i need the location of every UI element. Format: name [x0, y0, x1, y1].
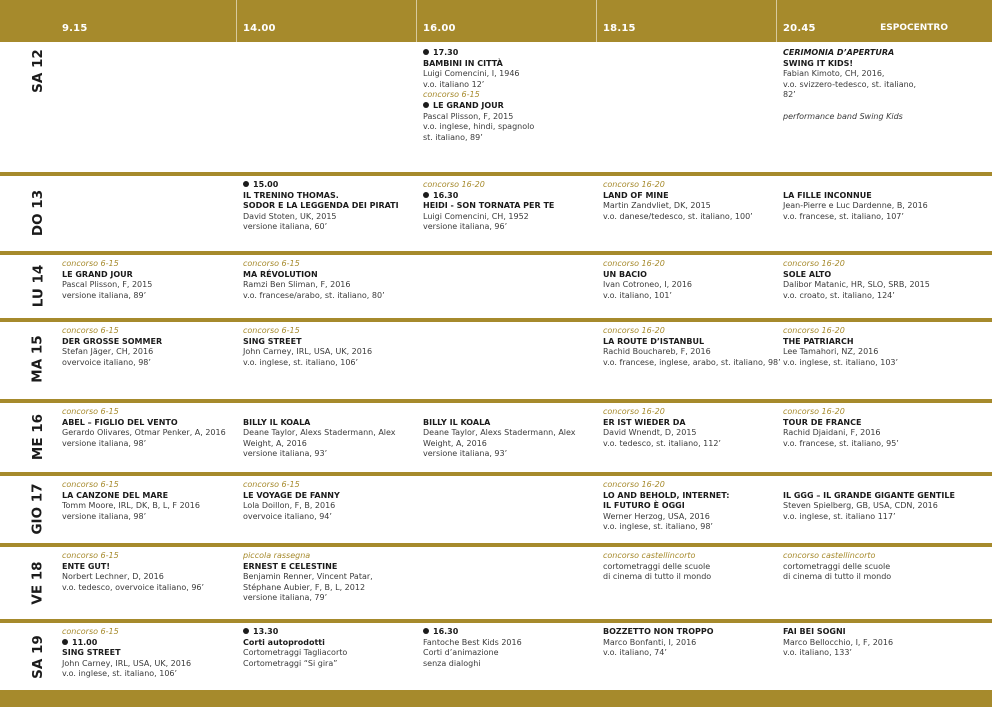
film-info: versione italiana, 89’: [62, 290, 147, 300]
film-info: Benjamin Renner, Vincent Patar,: [243, 572, 373, 582]
film-title: MA RÉVOLUTION: [243, 269, 318, 279]
header-divider: [596, 0, 597, 42]
spacer-line: [783, 480, 959, 491]
film-info: v.o. italiano 12’: [423, 79, 485, 89]
category-label: concorso 16-20: [603, 407, 665, 416]
film-info: Fabian Kimoto, CH, 2016,: [783, 69, 885, 79]
header-divider: [236, 0, 237, 42]
screening-cell: [243, 259, 419, 301]
performance-note: performance band Swing Kids: [783, 111, 903, 121]
screening-cell: [603, 480, 779, 533]
row-divider: [0, 251, 992, 255]
film-info: versione italiana, 96’: [423, 222, 508, 232]
film-title: LE GRAND JOUR: [62, 269, 133, 279]
film-title: Corti autoprodotti: [243, 637, 325, 647]
film-info: versione italiana, 93’: [423, 449, 508, 459]
screening-time: 11.00: [72, 637, 98, 647]
film-info: cortometraggi delle scuole: [603, 561, 711, 571]
film-title: UN BACIO: [603, 269, 647, 279]
screening-cell: [423, 180, 599, 233]
category-label: concorso 6-15: [243, 259, 300, 268]
screening-cell: [62, 326, 238, 368]
film-title: BOZZETTO NON TROPPO: [603, 627, 714, 636]
film-info: v.o. francese, st. italiano, 107’: [783, 211, 904, 221]
category-label: concorso 6-15: [243, 326, 300, 335]
film-info: Rachid Bouchareb, F, 2016: [603, 347, 711, 357]
bullet-icon: [423, 628, 429, 634]
film-title: ERNEST E CELESTINE: [243, 561, 338, 571]
film-info: Cortometraggi Tagliacorto: [243, 648, 348, 658]
film-info: v.o. italiano, 133’: [783, 648, 852, 658]
film-info: v.o. francese/arabo, st. italiano, 80’: [243, 290, 385, 300]
film-info: John Carney, IRL, USA, UK, 2016: [243, 347, 373, 357]
film-info: versione italiana, 98’: [62, 511, 147, 521]
header-divider: [416, 0, 417, 42]
category-label: concorso 6-15: [62, 480, 119, 489]
film-info: senza dialoghi: [423, 658, 481, 668]
category-label: concorso 16-20: [783, 326, 845, 335]
spacer-line: [423, 407, 599, 418]
day-label: [28, 548, 48, 617]
day-label-text: VE 18: [30, 560, 47, 605]
screening-cell: [783, 407, 959, 449]
film-title: SOLE ALTO: [783, 269, 832, 279]
spacer-line: [783, 101, 959, 112]
film-info: v.o. italiano, 74’: [603, 648, 667, 658]
film-info: overvoice italiano, 94’: [243, 511, 332, 521]
screening-cell: [243, 326, 419, 368]
screening-time-line: [243, 627, 419, 638]
category-label: concorso 6-15: [62, 407, 119, 416]
film-info: Weight, A, 2016: [243, 438, 307, 448]
screening-cell: [783, 48, 959, 122]
time-header-1600: 16.00: [423, 23, 456, 34]
film-title: ABEL – FIGLIO DEL VENTO: [62, 417, 178, 427]
row-divider: [0, 318, 992, 322]
film-title: LO AND BEHOLD, INTERNET:: [603, 490, 730, 500]
film-title: HEIDI - SON TORNATA PER TE: [423, 201, 555, 211]
category-label: concorso 16-20: [783, 407, 845, 416]
film-title: IL TRENINO THOMAS.: [243, 190, 339, 200]
film-info: v.o. inglese, st. italiano, 98’: [603, 522, 713, 532]
schedule-header: [0, 0, 992, 42]
venue-label: ESPOCENTRO: [880, 23, 948, 33]
screening-time-line: [243, 180, 419, 191]
screening-cell: [603, 407, 779, 449]
film-info: Pascal Plisson, F, 2015: [423, 111, 514, 121]
day-label: [28, 624, 48, 690]
day-label: [28, 477, 48, 541]
screening-cell: [243, 480, 419, 522]
screening-cell: [243, 551, 419, 604]
film-info: di cinema di tutto il mondo: [603, 572, 712, 582]
film-info: Corti d’animazione: [423, 648, 499, 658]
film-info: Lola Doillon, F, B, 2016: [243, 501, 336, 511]
film-info: v.o. danese/tedesco, st. italiano, 100’: [603, 211, 753, 221]
film-title: ER IST WIEDER DA: [603, 417, 686, 427]
film-info: Marco Bellocchio, I, F, 2016: [783, 637, 894, 647]
day-label: [28, 323, 48, 395]
film-info: Werner Herzog, USA, 2016: [603, 511, 710, 521]
screening-cell: [62, 407, 238, 449]
film-title: DER GROSSE SOMMER: [62, 336, 163, 346]
row-divider: [0, 543, 992, 547]
screening-time-line: [423, 48, 599, 59]
screening-cell: [603, 326, 779, 368]
film-title: LAND OF MINE: [603, 190, 669, 200]
bullet-icon: [423, 192, 429, 198]
film-info: Steven Spielberg, GB, USA, CDN, 2016: [783, 501, 938, 511]
film-info: Marco Bonfanti, I, 2016: [603, 637, 697, 647]
screening-cell: [423, 407, 599, 460]
screening-cell: [783, 180, 959, 222]
day-label-text: SA 12: [30, 49, 47, 93]
event-title: CERIMONIA D’APERTURA: [783, 48, 895, 57]
film-info: cortometraggi delle scuole: [783, 561, 891, 571]
film-title: IL GGG – IL GRANDE GIGANTE GENTILE: [783, 490, 955, 500]
film-info: v.o. inglese, st. italiano 117’: [783, 511, 896, 521]
screening-time: 16.30: [433, 190, 459, 200]
film-info: John Carney, IRL, USA, UK, 2016: [62, 658, 192, 668]
category-label: concorso 16-20: [783, 259, 845, 268]
film-info: v.o. inglese, st. italiano, 103’: [783, 357, 899, 367]
screening-time-line: [423, 101, 599, 112]
film-title: BILLY IL KOALA: [423, 417, 491, 427]
film-info: Jean-Pierre e Luc Dardenne, B, 2016: [783, 201, 928, 211]
category-label: concorso castellincorto: [603, 551, 696, 560]
film-info: Deane Taylor, Alexs Stadermann, Alex: [243, 428, 396, 438]
film-info: v.o. francese, st. italiano, 95’: [783, 438, 899, 448]
film-info: versione italiana, 98’: [62, 438, 147, 448]
category-label: concorso castellincorto: [783, 551, 876, 560]
screening-cell: [62, 259, 238, 301]
screening-time-line: [423, 627, 599, 638]
day-label-text: SA 19: [30, 635, 47, 679]
screening-cell: [783, 551, 959, 583]
screening-time-line: [423, 191, 599, 202]
film-info: Luigi Comencini, I, 1946: [423, 69, 520, 79]
screening-time: LE GRAND JOUR: [433, 100, 504, 110]
film-info: versione italiana, 60’: [243, 222, 328, 232]
film-info: versione italiana, 79’: [243, 593, 328, 603]
film-title: SING STREET: [243, 336, 302, 346]
film-title: SODOR E LA LEGGENDA DEI PIRATI: [243, 201, 399, 211]
category-label: concorso 6-15: [423, 90, 480, 100]
screening-cell: [62, 480, 238, 522]
category-label: concorso 16-20: [603, 480, 665, 489]
category-label: concorso 16-20: [603, 326, 665, 335]
row-divider: [0, 172, 992, 176]
spacer-line: [783, 180, 959, 191]
film-info: Tomm Moore, IRL, DK, B, L, F 2016: [62, 501, 200, 511]
day-label-text: LU 14: [30, 264, 47, 308]
film-title: THE PATRIARCH: [783, 336, 854, 346]
film-info: versione italiana, 93’: [243, 449, 328, 459]
screening-cell: [783, 326, 959, 368]
film-info: v.o. croato, st. italiano, 124’: [783, 290, 895, 300]
film-title: TOUR DE FRANCE: [783, 417, 862, 427]
film-title: BILLY IL KOALA: [243, 417, 311, 427]
day-label: [28, 177, 48, 249]
film-info: Martin Zandvliet, DK, 2015: [603, 201, 711, 211]
time-header-2045: 20.45: [783, 23, 816, 34]
day-label-text: MA 15: [30, 335, 46, 383]
row-divider: [0, 619, 992, 623]
film-info: Rachid Djaidani, F, 2016: [783, 428, 881, 438]
category-label: concorso 16-20: [603, 259, 665, 268]
film-info: Ramzi Ben Sliman, F, 2016: [243, 280, 351, 290]
category-label: concorso 6-15: [62, 627, 119, 636]
screening-cell: [603, 627, 779, 659]
time-header-0915: 9.15: [62, 23, 88, 34]
screening-cell: [243, 180, 419, 233]
category-label: concorso 6-15: [243, 480, 300, 489]
day-label-text: ME 16: [30, 413, 46, 461]
film-info: Stéphane Aubier, F, B, L, 2012: [243, 582, 366, 592]
screening-time: 13.30: [253, 627, 279, 636]
film-info: Weight, A, 2016: [423, 438, 487, 448]
category-label: concorso 6-15: [62, 326, 119, 335]
category-label: concorso 16-20: [423, 180, 485, 189]
screening-time: 15.00: [253, 180, 279, 189]
bullet-icon: [62, 639, 68, 645]
film-info: David Wnendt, D, 2015: [603, 428, 697, 438]
screening-cell: [62, 627, 238, 680]
screening-cell: [783, 627, 959, 659]
film-info: Stefan Jäger, CH, 2016: [62, 347, 154, 357]
film-title: FAI BEI SOGNI: [783, 627, 846, 636]
screening-time: 17.30: [433, 48, 459, 57]
film-info: Norbert Lechner, D, 2016: [62, 572, 164, 582]
day-label: [28, 404, 48, 470]
bullet-icon: [423, 49, 429, 55]
row-divider: [0, 399, 992, 403]
day-label-text: DO 13: [30, 189, 47, 237]
bullet-icon: [243, 181, 249, 187]
film-info: v.o. inglese, hindi, spagnolo: [423, 122, 535, 132]
film-info: v.o. svizzero-tedesco, st. italiano,: [783, 79, 917, 89]
footer-bar: [0, 690, 992, 707]
film-info: v.o. tedesco, overvoice italiano, 96’: [62, 582, 205, 592]
film-info: Fantoche Best Kids 2016: [423, 637, 522, 647]
film-info: Ivan Cotroneo, I, 2016: [603, 280, 693, 290]
film-info: overvoice italiano, 98’: [62, 357, 151, 367]
row-divider: [0, 472, 992, 476]
screening-cell: [603, 551, 779, 583]
film-title: SING STREET: [62, 648, 121, 658]
film-info: Lee Tamahori, NZ, 2016: [783, 347, 879, 357]
film-info: Cortometraggi “Si gira”: [243, 658, 338, 668]
film-title: BAMBINI IN CITTÀ: [423, 58, 503, 68]
spacer-line: [243, 407, 419, 418]
header-divider: [776, 0, 777, 42]
time-header-1400: 14.00: [243, 23, 276, 34]
film-title: IL FUTURO È OGGI: [603, 501, 685, 511]
film-title: ENTE GUT!: [62, 561, 111, 571]
category-label: concorso 16-20: [603, 180, 665, 189]
film-title: LE VOYAGE DE FANNY: [243, 490, 340, 500]
film-title: LA CANZONE DEL MARE: [62, 490, 169, 500]
film-info: di cinema di tutto il mondo: [783, 572, 892, 582]
category-label: concorso 6-15: [62, 259, 119, 268]
film-title: LA ROUTE D’ISTANBUL: [603, 336, 705, 346]
screening-cell: [783, 259, 959, 301]
film-info: st. italiano, 89’: [423, 132, 483, 142]
film-title: SWING IT KIDS!: [783, 58, 854, 68]
film-info: v.o. inglese, st. italiano, 106’: [62, 669, 178, 679]
screening-cell: [603, 259, 779, 301]
category-label: concorso 6-15: [62, 551, 119, 560]
film-info: v.o. tedesco, st. italiano, 112’: [603, 438, 721, 448]
screening-cell: [423, 48, 599, 143]
day-label: [28, 256, 48, 316]
time-header-1815: 18.15: [603, 23, 636, 34]
day-label-text: GIO 17: [30, 483, 47, 535]
day-label: [28, 40, 48, 102]
film-title: LA FILLE INCONNUE: [783, 190, 872, 200]
screening-time-line: [62, 638, 238, 649]
film-info: v.o. italiano, 101’: [603, 290, 672, 300]
screening-cell: [243, 407, 419, 460]
screening-cell: [603, 180, 779, 222]
bullet-icon: [243, 628, 249, 634]
screening-cell: [783, 480, 959, 522]
film-info: David Stoten, UK, 2015: [243, 211, 337, 221]
film-info: Deane Taylor, Alexs Stadermann, Alex: [423, 428, 576, 438]
screening-cell: [243, 627, 419, 669]
film-info: Luigi Comencini, CH, 1952: [423, 211, 529, 221]
screening-cell: [423, 627, 599, 669]
category-label: piccola rassegna: [243, 551, 311, 560]
bullet-icon: [423, 102, 429, 108]
film-info: Dalibor Matanic, HR, SLO, SRB, 2015: [783, 280, 930, 290]
screening-time: 16.30: [433, 627, 459, 636]
film-info: Gerardo Olivares, Otmar Penker, A, 2016: [62, 428, 226, 438]
film-info: 82’: [783, 90, 796, 100]
film-info: v.o. inglese, st. italiano, 106’: [243, 357, 359, 367]
screening-cell: [62, 551, 238, 593]
film-info: Pascal Plisson, F, 2015: [62, 280, 153, 290]
film-info: v.o. francese, inglese, arabo, st. italiano, 98’: [603, 357, 781, 367]
